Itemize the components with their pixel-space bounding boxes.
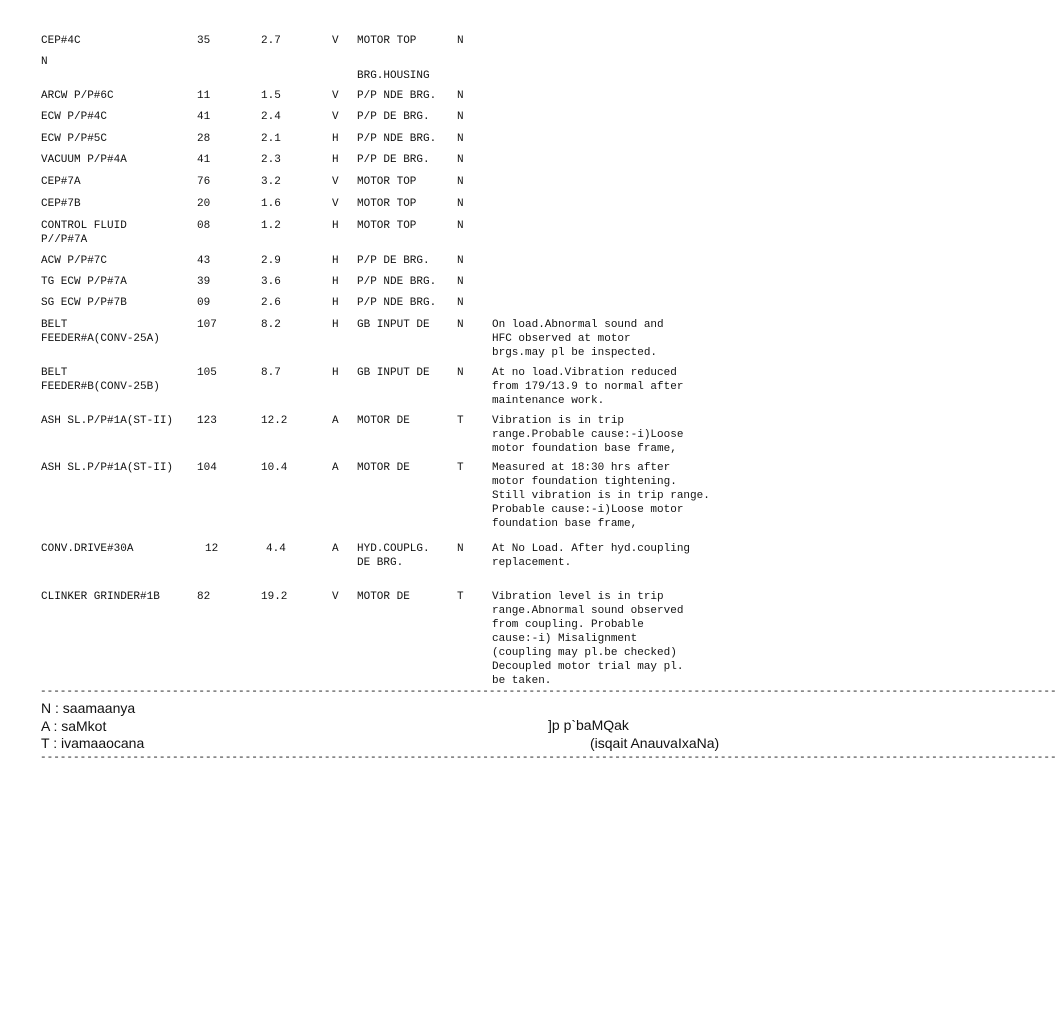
signature-subtitle: (isqait AnauvaIxaNa) [590, 735, 720, 751]
wrapped-location: BRG.HOUSING [357, 70, 430, 82]
row-location: GB INPUT DE [357, 319, 430, 331]
row-name: CEP#7B [41, 198, 81, 210]
separator-top: ---------------------------------------------------------------------------------------------------------------------------------------------------------- [40, 686, 1057, 698]
row-status: N [457, 90, 464, 102]
row-value-1: 104 [197, 462, 217, 474]
row-name: ASH SL.P/P#1A(ST-II) [41, 415, 174, 427]
row-value-2: 2.3 [261, 154, 281, 166]
row-status: N [457, 220, 464, 232]
row-remark: On load.Abnormal sound and HFC observed at motor brgs.may pl be inspected. [492, 319, 664, 359]
row-direction: H [332, 133, 339, 145]
row-direction: H [332, 297, 339, 309]
row-location: MOTOR TOP [357, 220, 417, 232]
row-value-2: 8.7 [261, 367, 281, 379]
row-location: P/P DE BRG. [357, 255, 430, 267]
row-value-2: 2.7 [261, 35, 281, 47]
row-remark: Vibration level is in trip range.Abnormal sound observed from coupling. Probable cause:-i) Misalignment (coupling may pl.be checked) Decoupled motor trial may pl. be taken. [492, 591, 684, 687]
row-name: ECW P/P#4C [41, 111, 108, 123]
row-status: T [457, 462, 464, 474]
row-direction: V [332, 591, 339, 603]
row-direction: H [332, 367, 339, 379]
row-direction: A [332, 462, 339, 474]
row-value-1: 76 [197, 176, 211, 188]
row-location: MOTOR TOP [357, 176, 417, 188]
row-remark: Vibration is in trip range.Probable cause:-i)Loose motor foundation base frame, [492, 415, 684, 455]
row-name: CEP#4C [41, 35, 81, 47]
row-name: CLINKER GRINDER#1B [41, 591, 160, 603]
row-name: CONTROL FLUID P//P#7A [41, 220, 127, 246]
row-name: CONV.DRIVE#30A [41, 543, 134, 555]
row-direction: V [332, 90, 339, 102]
row-location: MOTOR DE [357, 462, 410, 474]
row-location: P/P DE BRG. [357, 154, 430, 166]
signature-title: ]p p`baMQak [548, 717, 629, 733]
row-location: P/P NDE BRG. [357, 133, 437, 145]
row-location: MOTOR DE [357, 591, 410, 603]
legend-n: N : saamaanya [41, 700, 136, 716]
legend-t: T : ivamaaocana [41, 735, 145, 751]
row-status: N [457, 198, 464, 210]
row-value-1: 28 [197, 133, 211, 145]
row-value-1: 82 [197, 591, 211, 603]
row-status: N [457, 133, 464, 145]
row-value-1: 43 [197, 255, 211, 267]
row-status: N [457, 367, 464, 379]
row-status: N [457, 176, 464, 188]
row-status: N [457, 297, 464, 309]
row-direction: H [332, 255, 339, 267]
row-name: BELT FEEDER#B(CONV-25B) [41, 367, 160, 393]
wrapped-status: N [41, 56, 48, 68]
row-direction: V [332, 35, 339, 47]
row-name: VACUUM P/P#4A [41, 154, 127, 166]
row-name: CEP#7A [41, 176, 81, 188]
row-name: ASH SL.P/P#1A(ST-II) [41, 462, 174, 474]
row-direction: A [332, 543, 339, 555]
row-value-2: 2.1 [261, 133, 281, 145]
row-value-1: 123 [197, 415, 217, 427]
row-status: N [457, 111, 464, 123]
row-remark: Measured at 18:30 hrs after motor foundation tightening. Still vibration is in trip range. Probable cause:-i)Loose motor foundation base frame, [492, 462, 710, 530]
row-location: P/P NDE BRG. [357, 90, 437, 102]
row-value-2: 19.2 [261, 591, 288, 603]
row-direction: V [332, 198, 339, 210]
row-value-1: 41 [197, 154, 211, 166]
row-name: ACW P/P#7C [41, 255, 108, 267]
row-name: ARCW P/P#6C [41, 90, 114, 102]
row-location: MOTOR DE [357, 415, 410, 427]
row-value-2: 4.4 [266, 543, 286, 555]
row-value-1: 41 [197, 111, 211, 123]
row-location: MOTOR TOP [357, 35, 417, 47]
row-value-1: 12 [205, 543, 219, 555]
row-value-1: 35 [197, 35, 211, 47]
row-status: N [457, 35, 464, 47]
row-name: SG ECW P/P#7B [41, 297, 127, 309]
legend-a: A : saMkot [41, 718, 107, 734]
row-direction: H [332, 154, 339, 166]
row-value-2: 2.9 [261, 255, 281, 267]
row-value-1: 09 [197, 297, 211, 309]
row-status: N [457, 276, 464, 288]
row-value-1: 11 [197, 90, 211, 102]
row-direction: V [332, 176, 339, 188]
row-value-2: 2.4 [261, 111, 281, 123]
row-direction: H [332, 319, 339, 331]
row-location: P/P NDE BRG. [357, 276, 437, 288]
row-value-2: 12.2 [261, 415, 288, 427]
row-direction: V [332, 111, 339, 123]
row-direction: H [332, 276, 339, 288]
row-location: P/P NDE BRG. [357, 297, 437, 309]
row-value-1: 107 [197, 319, 217, 331]
row-value-2: 1.5 [261, 90, 281, 102]
row-status: N [457, 154, 464, 166]
row-status: T [457, 415, 464, 427]
row-location: MOTOR TOP [357, 198, 417, 210]
row-value-2: 1.2 [261, 220, 281, 232]
row-status: T [457, 591, 464, 603]
row-remark: At no load.Vibration reduced from 179/13.9 to normal after maintenance work. [492, 367, 684, 407]
separator-bottom: ---------------------------------------------------------------------------------------------------------------------------------------------------------- [40, 752, 1057, 764]
row-value-2: 8.2 [261, 319, 281, 331]
row-status: N [457, 319, 464, 331]
row-location: P/P DE BRG. [357, 111, 430, 123]
row-value-1: 08 [197, 220, 211, 232]
row-name: BELT FEEDER#A(CONV-25A) [41, 319, 160, 345]
row-value-2: 2.6 [261, 297, 281, 309]
row-value-2: 3.2 [261, 176, 281, 188]
row-value-2: 10.4 [261, 462, 288, 474]
row-location: GB INPUT DE [357, 367, 430, 379]
row-name: TG ECW P/P#7A [41, 276, 127, 288]
row-name: ECW P/P#5C [41, 133, 108, 145]
row-value-1: 20 [197, 198, 211, 210]
row-value-1: 39 [197, 276, 211, 288]
row-direction: A [332, 415, 339, 427]
row-status: N [457, 543, 464, 555]
row-value-2: 1.6 [261, 198, 281, 210]
row-status: N [457, 255, 464, 267]
row-direction: H [332, 220, 339, 232]
row-value-1: 105 [197, 367, 217, 379]
row-value-2: 3.6 [261, 276, 281, 288]
row-remark: At No Load. After hyd.coupling replacement. [492, 543, 691, 569]
row-location: HYD.COUPLG. DE BRG. [357, 543, 430, 569]
